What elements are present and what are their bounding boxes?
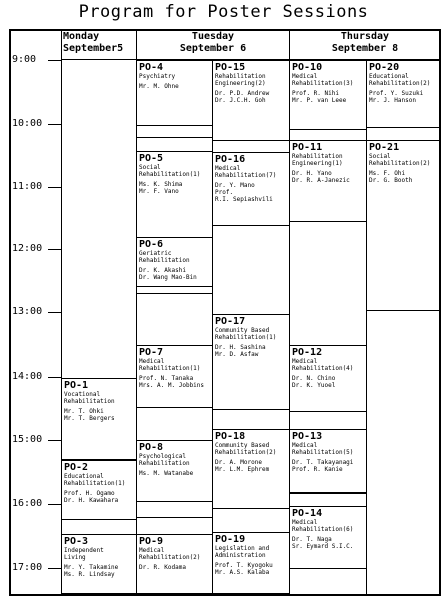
time-tick <box>48 124 62 125</box>
session-po-14: PO-14 Medical Rehabilitation(6) Dr. T. Naga Sr. Eymard S.I.C. <box>289 506 367 569</box>
day-header-tuesday: Tuesday September 6 <box>179 31 247 54</box>
time-label: 17:00 <box>12 562 43 573</box>
session-po-17: PO-17 Community Based Rehabilitation(1) Dr. H. Sashina Mr. D. Asfaw <box>212 314 290 410</box>
row-divider <box>136 137 212 138</box>
session-po-19: PO-19 Legislation and Administration Prof. T. Kyogoku Mr. A.S. Kalaba <box>212 532 290 594</box>
session-po-16: PO-16 Medical Rehabilitation(7) Dr. Y. Mano Prof. R.I. Sepiashvili <box>212 152 290 226</box>
session-po-5: PO-5 Social Rehabilitation(1) Ms. K. Shima Mr. F. Vano <box>136 151 213 238</box>
row-divider <box>136 286 212 287</box>
session-po-3: PO-3 Independent Living Mr. Y. Takamine Ms. R. Lindsay <box>61 534 137 594</box>
time-label: 9:00 <box>12 54 37 65</box>
page-title: Program for Poster Sessions <box>78 2 369 22</box>
time-label: 15:00 <box>12 434 43 445</box>
time-label: 10:00 <box>12 118 43 129</box>
time-tick <box>48 60 62 61</box>
session-po-8: PO-8 Psychological Rehabilitation Ms. M. Watanabe <box>136 440 213 502</box>
session-po-21: PO-21 Social Rehabilitation(2) Ms. F. Ohi Dr. G. Booth <box>366 140 440 311</box>
session-po-7: PO-7 Medical Rehabilitation(1) Prof. N. Tanaka Mrs. A. M. Jobbins <box>136 345 213 408</box>
time-label: 12:00 <box>12 243 43 254</box>
session-po-10: PO-10 Medical Rehabilitation(3) Prof. R. Nihi Mr. P. van Leee <box>289 60 367 130</box>
time-tick <box>48 504 62 505</box>
time-tick <box>48 312 62 313</box>
day-header-monday: Monday September5 <box>63 31 124 54</box>
session-po-20: PO-20 Educational Rehabilitation(2) Prof. Y. Suzuki Mr. J. Hanson <box>366 60 440 128</box>
day-header-thursday: Thursday September 8 <box>331 31 399 54</box>
session-po-12: PO-12 Medical Rehabilitation(4) Dr. N. Chino Dr. K. Yuoel <box>289 345 367 412</box>
session-po-6: PO-6 Geriatric Rehabilitation Dr. K. Akashi Dr. Wang Mao-Bin <box>136 237 213 294</box>
time-label: 13:00 <box>12 306 43 317</box>
session-po-11: PO-11 Rehabilitation Engineering(1) Dr. H. Yano Dr. R. A-Janezic <box>289 140 367 222</box>
session-po-18: PO-18 Community Based Rehabilitation(2) Dr. A. Morone Mr. L.M. Ephrem <box>212 429 290 509</box>
time-label: 11:00 <box>12 181 43 192</box>
time-label: 16:00 <box>12 498 43 509</box>
time-label: 14:00 <box>12 371 43 382</box>
session-po-15: PO-15 Rehabilitation Engineering(2) Dr. P.D. Andrew Dr. J.C.H. Goh <box>212 60 290 141</box>
session-po-2: PO-2 Educational Rehabilitation(1) Prof. H. Ogamo Dr. H. Kawahara <box>61 460 137 520</box>
time-tick <box>48 377 62 378</box>
row-divider <box>136 517 212 518</box>
time-tick <box>48 440 62 441</box>
row-divider <box>289 493 366 494</box>
session-po-1: PO-1 Vocational Rehabilitation Mr. T. Ohki Mr. T. Bergers <box>61 378 137 460</box>
time-tick <box>48 249 62 250</box>
time-tick <box>48 568 62 569</box>
row-divider <box>61 519 136 520</box>
session-po-4: PO-4 Psychiatry Mr. M. Ohne <box>136 60 213 126</box>
session-po-9: PO-9 Medical Rehabilitation(2) Dr. R. Kodama <box>136 534 213 594</box>
session-po-13: PO-13 Medical Rehabilitation(5) Dr. T. Takayanagi Prof. R. Kanie <box>289 429 367 493</box>
time-tick <box>48 187 62 188</box>
